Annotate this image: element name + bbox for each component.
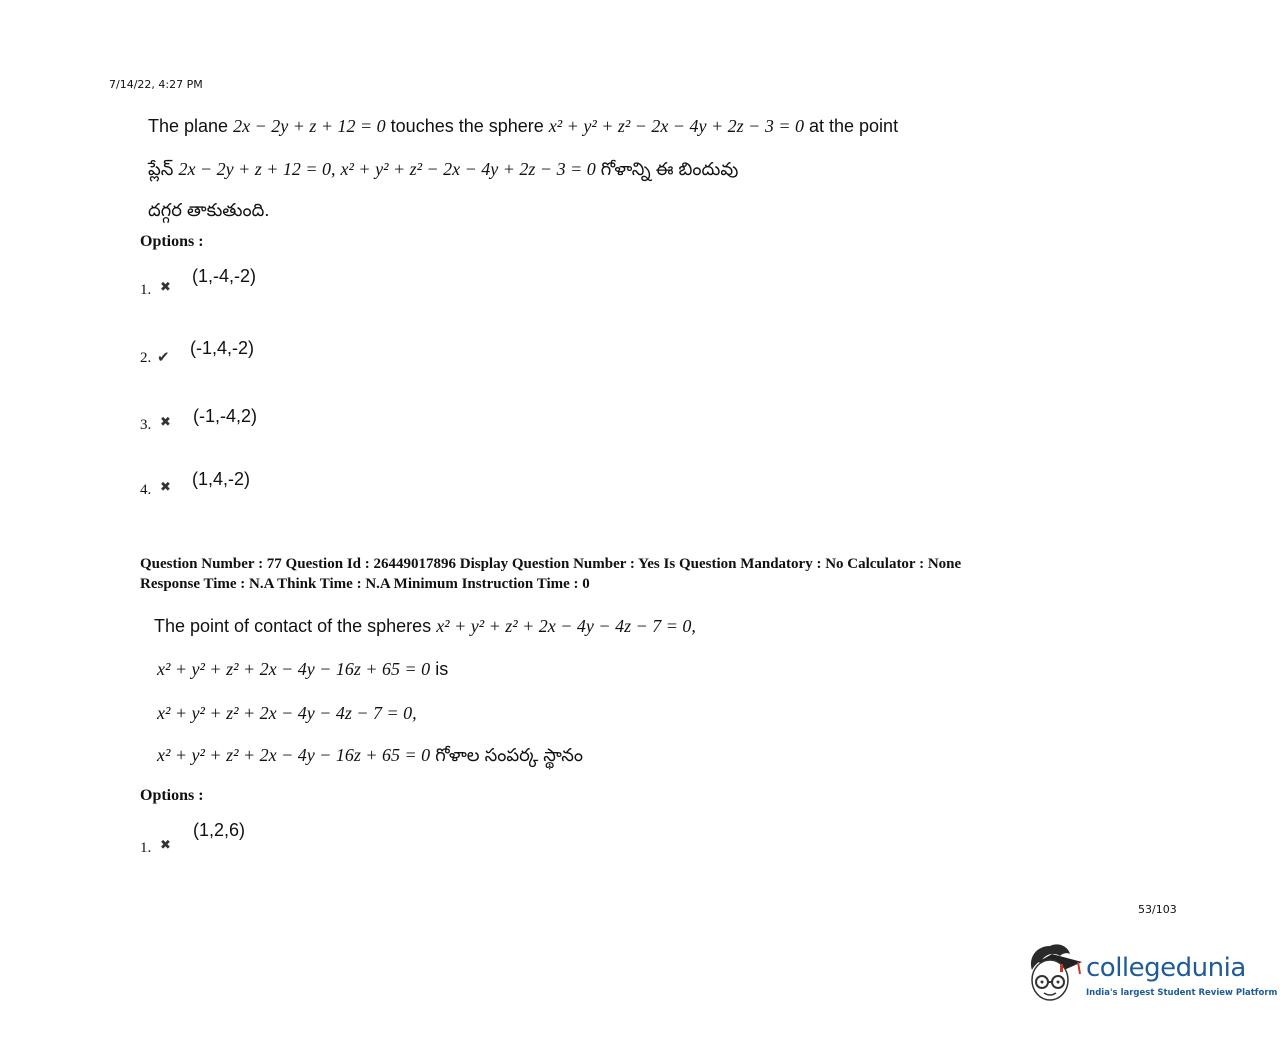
option-value: (-1,-4,2) bbox=[193, 406, 258, 426]
option-number: 2. bbox=[140, 350, 152, 366]
q2-line3 bbox=[157, 703, 417, 724]
q2-line2 bbox=[157, 659, 448, 680]
option-number: 4. bbox=[140, 482, 152, 498]
check-icon: ✔ bbox=[157, 348, 170, 366]
q1-line3-telugu: దగ్గర తాకుతుంది. bbox=[148, 200, 270, 220]
cross-icon: ✖ bbox=[160, 415, 171, 430]
q2-line1 bbox=[154, 616, 696, 637]
q1-line1-mid: touches the sphere bbox=[390, 116, 544, 136]
q1-line1-suffix: at the point bbox=[809, 116, 899, 136]
q2-line2-suffix: is bbox=[435, 659, 449, 679]
q2-meta-line2: Response Time : N.A Think Time : N.A Minimum Instruction Time : 0 bbox=[140, 576, 590, 592]
q2-sphere2-equation: x² + y² + z² + 2x − 4y − 16z + 65 = 0 bbox=[157, 659, 431, 679]
cross-icon: ✖ bbox=[160, 280, 171, 295]
q2-line1-prefix: The point of contact of the spheres bbox=[154, 616, 432, 636]
q1-line2-suffix: గోళాన్ని ఈ బిందువు bbox=[600, 159, 739, 179]
q1-options-label: Options : bbox=[140, 233, 204, 250]
q1-line1 bbox=[148, 116, 898, 137]
q1-line2-plane-equation: 2x − 2y + z + 12 = 0, bbox=[178, 159, 336, 179]
q2-line4 bbox=[157, 745, 583, 770]
q2-options-label: Options : bbox=[140, 787, 204, 804]
option-value: (-1,4,-2) bbox=[190, 338, 255, 358]
option-value: (1,-4,-2) bbox=[192, 266, 257, 286]
cross-icon: ✖ bbox=[160, 480, 171, 495]
collegedunia-mascot-icon bbox=[1024, 940, 1088, 1010]
q2-meta-line1: Question Number : 77 Question Id : 26449017896 Display Question Number : Yes Is Question Mandatory : No Calculator : None bbox=[140, 556, 962, 572]
print-timestamp: 7/14/22, 4:27 PM bbox=[109, 78, 203, 91]
q1-plane-equation: 2x − 2y + z + 12 = 0 bbox=[233, 116, 386, 136]
option-number: 1. bbox=[140, 282, 152, 298]
q1-sphere-equation: x² + y² + z² − 2x − 4y + 2z − 3 = 0 bbox=[548, 116, 804, 136]
q2-line3-equation: x² + y² + z² + 2x − 4y − 4z − 7 = 0, bbox=[157, 703, 417, 723]
option-value: (1,4,-2) bbox=[192, 469, 251, 489]
q1-line2-prefix: ప్లేన్ bbox=[148, 159, 174, 179]
q2-sphere1-equation: x² + y² + z² + 2x − 4y − 4z − 7 = 0, bbox=[436, 616, 696, 636]
cross-icon: ✖ bbox=[160, 838, 171, 853]
collegedunia-tagline: India's largest Student Review Platform bbox=[1086, 988, 1278, 998]
q1-line1-prefix: The plane bbox=[148, 116, 229, 136]
option-number: 3. bbox=[140, 417, 152, 433]
page-number: 53/103 bbox=[1138, 903, 1177, 916]
option-value: (1,2,6) bbox=[193, 820, 246, 840]
q2-line4-suffix: గోళాల సంపర్క స్థానం bbox=[435, 745, 584, 765]
q1-line2-telugu bbox=[148, 159, 738, 184]
option-number: 1. bbox=[140, 840, 152, 856]
collegedunia-logo-text: collegedunia bbox=[1086, 953, 1246, 983]
q1-line2-sphere-equation: x² + y² + z² − 2x − 4y + 2z − 3 = 0 bbox=[340, 159, 596, 179]
q2-line4-equation: x² + y² + z² + 2x − 4y − 16z + 65 = 0 bbox=[157, 745, 431, 765]
